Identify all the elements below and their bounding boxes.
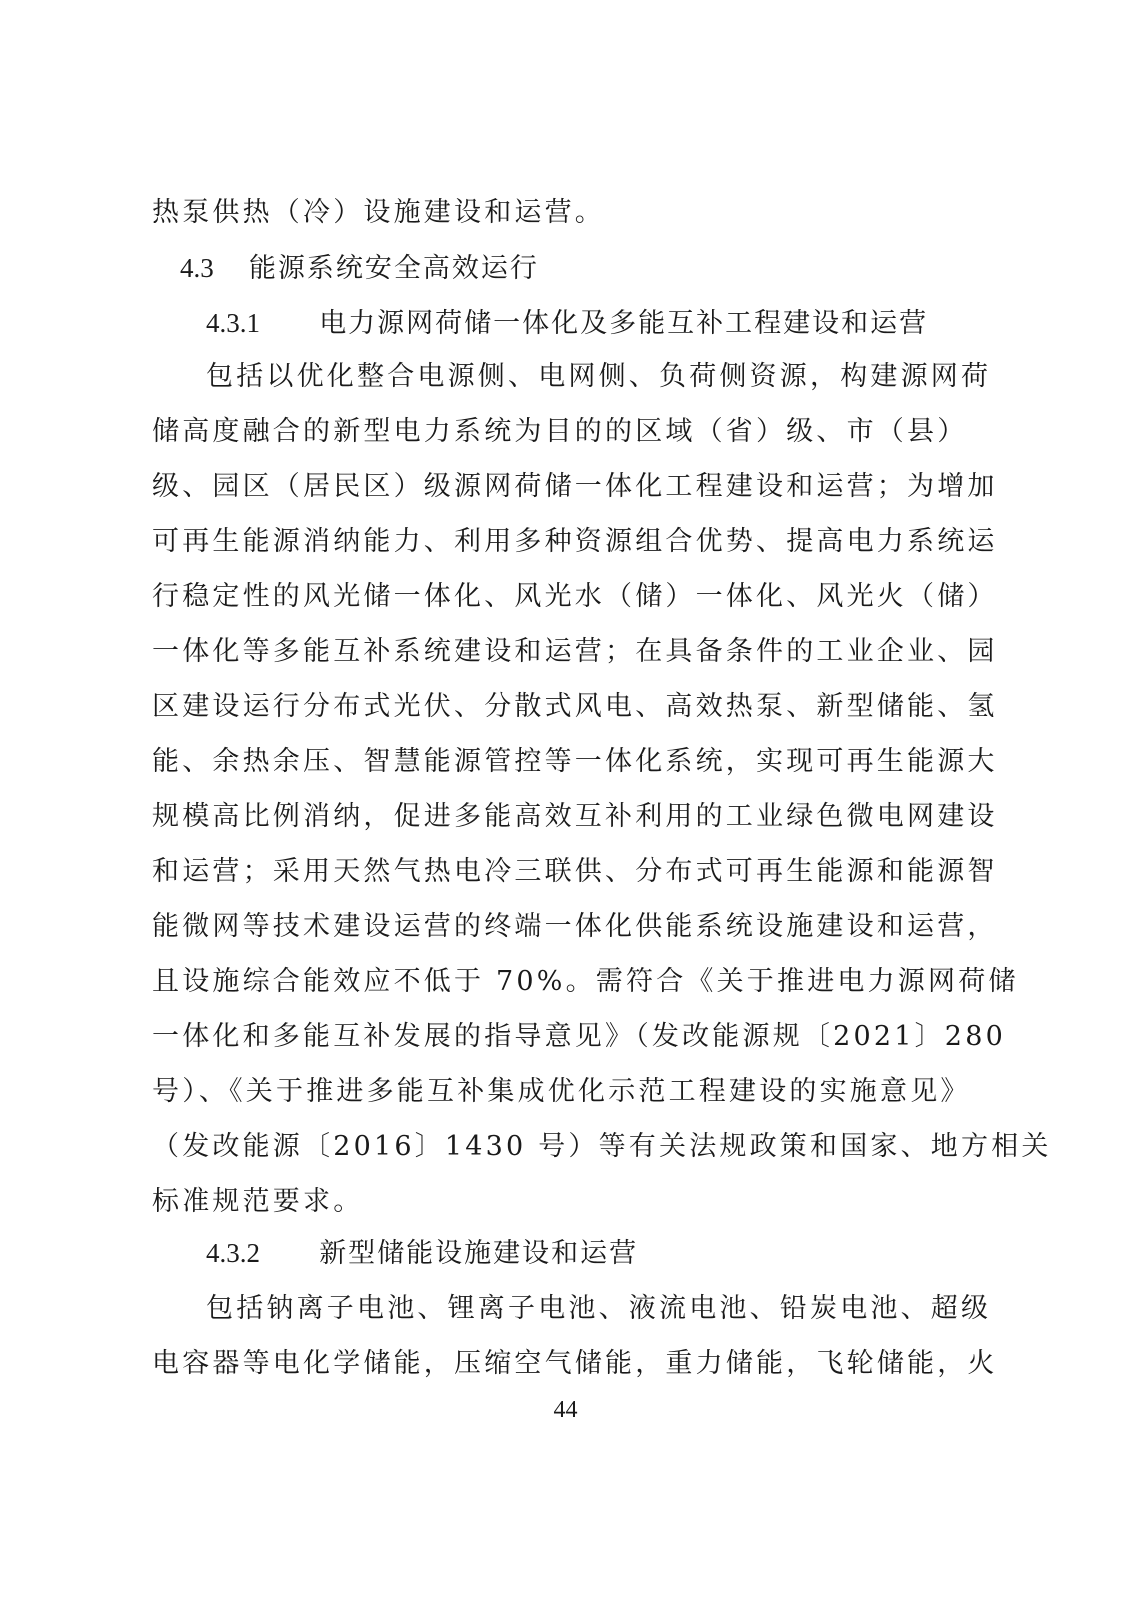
- text-line: 热泵供热（冷）设施建设和运营。: [152, 197, 605, 228]
- text-line: 可再生能源消纳能力、利用多种资源组合优势、提高电力系统运: [152, 526, 998, 557]
- text-line: 且设施综合能效应不低于 70%。需符合《关于推进电力源网荷储: [152, 966, 1019, 997]
- text-line: 能、余热余压、智慧能源管控等一体化系统，实现可再生能源大: [152, 746, 998, 777]
- text-line: 储高度融合的新型电力系统为目的的区域（省）级、市（县）: [152, 416, 968, 447]
- section-title: 能源系统安全高效运行: [248, 253, 539, 284]
- section-title: 新型储能设施建设和运营: [319, 1238, 639, 1269]
- section-heading-4-3-2: [206, 1236, 638, 1270]
- text-line: 一体化等多能互补系统建设和运营；在具备条件的工业企业、园: [152, 636, 998, 667]
- text-line: 级、园区（居民区）级源网荷储一体化工程建设和运营；为增加: [152, 471, 998, 502]
- section-number: 4.3.2: [206, 1238, 260, 1268]
- text-line: 包括以优化整合电源侧、电网侧、负荷侧资源，构建源网荷: [206, 361, 992, 392]
- text-line: （发改能源〔2016〕1430 号）等有关法规政策和国家、地方相关: [152, 1131, 1052, 1162]
- text-line: 标准规范要求。: [152, 1186, 364, 1217]
- text-line: 一体化和多能互补发展的指导意见》（发改能源规〔2021〕280: [152, 1021, 1006, 1052]
- text-line: 和运营；采用天然气热电冷三联供、分布式可再生能源和能源智: [152, 856, 998, 887]
- section-heading-4-3: [180, 251, 539, 285]
- section-heading-4-3-1: [206, 306, 928, 340]
- text-line: 电容器等电化学储能，压缩空气储能，重力储能，飞轮储能，火: [152, 1348, 998, 1379]
- text-line: 号）、《关于推进多能互补集成优化示范工程建设的实施意见》: [152, 1076, 971, 1107]
- text-line: 区建设运行分布式光伏、分散式风电、高效热泵、新型储能、氢: [152, 691, 998, 722]
- section-number: 4.3: [180, 253, 214, 283]
- page-number: 44: [553, 1397, 578, 1423]
- section-number: 4.3.1: [206, 308, 260, 338]
- text-line: 能微网等技术建设运营的终端一体化供能系统设施建设和运营，: [152, 911, 998, 942]
- text-line: 包括钠离子电池、锂离子电池、液流电池、铅炭电池、超级: [206, 1293, 992, 1324]
- text-line: 规模高比例消纳，促进多能高效互补利用的工业绿色微电网建设: [152, 801, 998, 832]
- text-line: 行稳定性的风光储一体化、风光水（储）一体化、风光火（储）: [152, 581, 998, 612]
- section-title: 电力源网荷储一体化及多能互补工程建设和运营: [319, 308, 929, 339]
